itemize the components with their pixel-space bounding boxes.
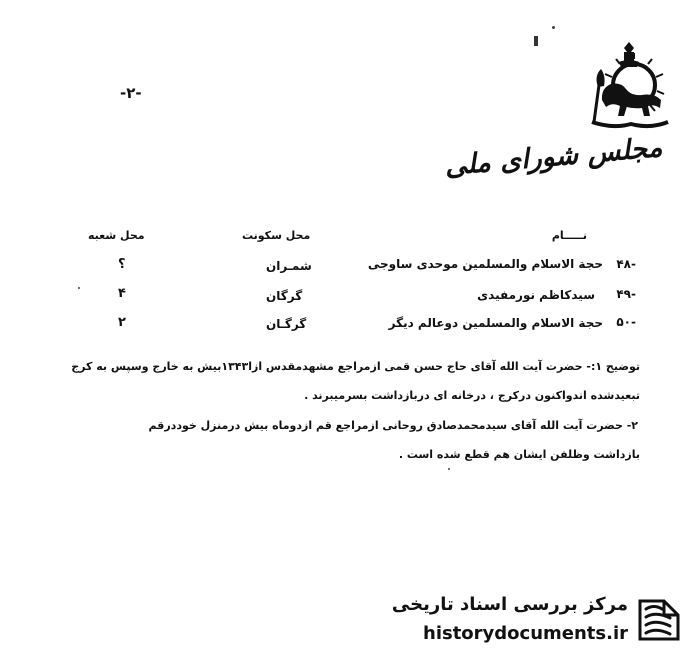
paper-speck: [448, 468, 450, 470]
row-number: ۵۰-: [616, 315, 636, 329]
note-line: تبعیدشده اندواکنون درکرج ، درخانه ای دربازداشت بسرمیبرند .: [304, 389, 640, 402]
paper-speck: [78, 287, 80, 289]
note-line: ۲- حضرت آیت الله آقای سیدمحمدصادق روحانی ازمراجع قم ازدوماه بیش درمنزل خوددرقم: [148, 419, 638, 432]
row-district: ۲: [118, 315, 126, 330]
watermark-site: historydocuments.ir: [423, 623, 628, 644]
row-residence: شمـران: [266, 259, 312, 273]
row-name: سیدکاظم نورمفیدی: [477, 288, 595, 302]
district-column-header: محل شعبه: [88, 229, 145, 242]
note-line: توضیح ۱:- حضرت آیت الله آقای حاج حسن قمی ازمراجع مشهدمقدس ازا۱۳۴۳بیش به خارج وسپس به کرج: [71, 360, 640, 373]
row-name: حجة الاسلام والمسلمین موحدی ساوجی: [367, 257, 603, 271]
watermark-title: مرکز بررسی اسناد تاریخی: [391, 594, 628, 615]
institution-name: مجلس شورای ملی: [443, 132, 664, 182]
row-residence: گرگـان: [266, 317, 307, 331]
scan-mark: [534, 36, 538, 46]
archive-document-logo-icon: [632, 593, 686, 647]
row-residence: گرگان: [266, 289, 303, 303]
paper-speck: [552, 26, 555, 29]
name-column-header: نـــــام: [551, 229, 587, 242]
row-name: حجة الاسلام والمسلمین دوعالم دیگر: [388, 316, 603, 330]
row-district: ۴: [118, 286, 126, 301]
page-number: -۲-: [120, 84, 142, 102]
residence-column-header: محل سکونت: [242, 229, 311, 242]
row-district: ؟: [118, 257, 126, 272]
row-number: ۴۸-: [616, 257, 636, 271]
note-line: بازداشت وظلفن ایشان هم قطع شده است .: [398, 448, 640, 461]
row-number: ۴۹-: [616, 287, 636, 301]
lion-and-sun-emblem-icon: [584, 38, 674, 134]
archive-watermark: [378, 584, 700, 669]
